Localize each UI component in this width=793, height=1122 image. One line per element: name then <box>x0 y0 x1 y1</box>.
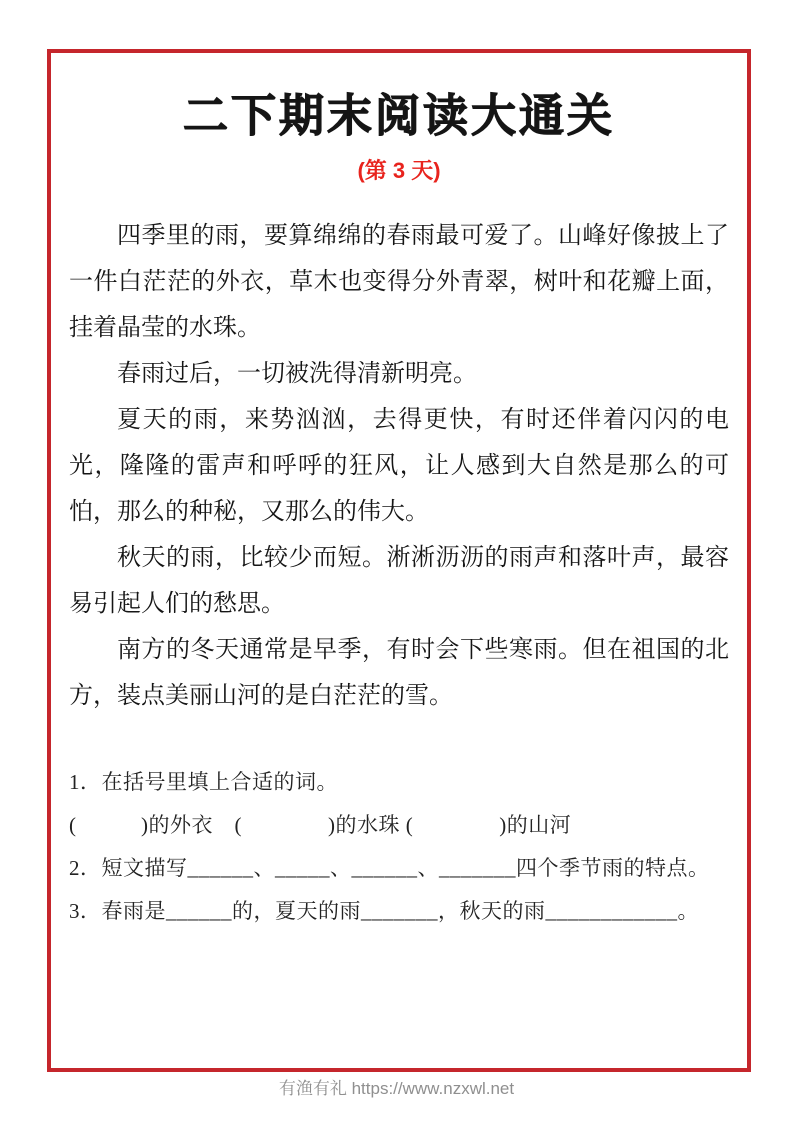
question-1-blanks-line: ( )的外衣 ( )的水珠 ( )的山河 <box>69 813 572 837</box>
passage-paragraph-2: 春雨过后，一切被洗得清新明亮。 <box>117 361 477 387</box>
passage-paragraph-1: 四季里的雨，要算绵绵的春雨最可爱了。山峰好像披上了一件白茫茫的外衣，草木也变得分外青翠，树叶和花瓣上面，挂着晶莹的水珠。 <box>69 223 729 341</box>
reading-passage <box>69 213 729 719</box>
passage-paragraph-5: 南方的冬天通常是早季，有时会下些寒雨。但在祖国的北方，装点美丽山河的是白茫茫的雪。 <box>69 637 729 709</box>
footer-watermark: 有渔有礼 https://www.nzxwl.net <box>278 1079 515 1098</box>
passage-paragraph-4: 秋天的雨，比较少而短。淅淅沥沥的雨声和落叶声，最容易引起人们的愁思。 <box>69 545 729 617</box>
questions-section <box>69 761 729 933</box>
page-title: 二下期末阅读大通关 <box>182 90 615 141</box>
question-2: 2．短文描写______、_____、______、_______四个季节雨的特点。 <box>69 856 710 880</box>
red-page-border <box>47 49 751 1072</box>
question-1: 1．在括号里填上合适的词。 <box>69 770 338 794</box>
passage-paragraph-3: 夏天的雨，来势汹汹，去得更快，有时还伴着闪闪的电光，隆隆的雷声和呼呼的狂风，让人感到大自然是那么的可怕，那么的种秘，又那么的伟大。 <box>69 407 729 525</box>
question-3: 3．春雨是______的，夏天的雨_______，秋天的雨____________。 <box>69 899 699 923</box>
page-subtitle-day: (第 3 天) <box>357 158 441 183</box>
